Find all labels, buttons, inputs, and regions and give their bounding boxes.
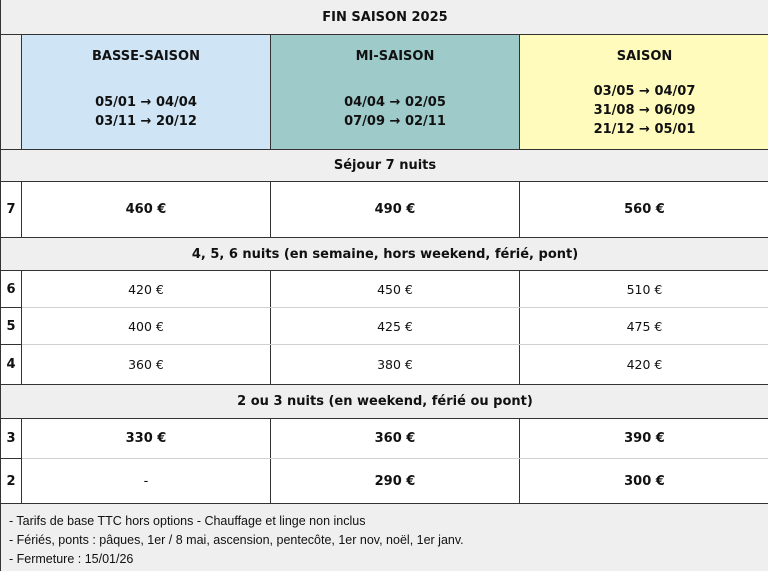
price-cell: 510 € [626,281,663,297]
price-cell: 390 € [624,431,665,446]
price-cell: 560 € [624,202,665,217]
section-header: 2 ou 3 nuits (en weekend, férié ou pont) [1,385,768,419]
footnote: - Fériés, ponts : pâques, 1er / 8 mai, ascension, pentecôte, 1er nov, noël, 1er janv. [9,533,464,547]
nights-count: 3 [1,419,22,459]
nights-count: 2 [1,459,22,503]
price-cell: 490 € [271,182,520,237]
season-name: MI-SAISON [355,49,435,64]
price-cell: - [22,459,271,503]
footnotes [1,504,768,571]
footnote: - Tarifs de base TTC hors options - Chauffage et linge non inclus [9,514,366,528]
price-cell: 425 € [271,308,520,344]
nights-count: 7 [1,182,22,237]
price-cell: 360 € [271,419,520,458]
date-range: 05/01 → 04/04 [95,95,197,110]
price-cell: 300 € [624,473,665,489]
price-cell: 400 € [22,308,271,344]
price-cell: 420 € [22,271,271,307]
price-cell: 360 € [22,345,271,384]
season-dates [344,93,446,131]
date-range: 03/11 → 20/12 [95,114,197,129]
season-name: BASSE-SAISON [92,49,200,64]
price-cell: 380 € [271,345,520,384]
price-cell: 475 € [626,318,663,334]
date-range: 31/08 → 06/09 [593,103,696,118]
nights-count: 6 [1,271,22,308]
season-low [22,35,271,149]
season-header-row [1,35,768,150]
table-row [1,459,768,504]
table-row [1,345,768,385]
footnote: - Fermeture : 15/01/26 [9,552,134,566]
table-row [1,182,768,238]
table-row [1,271,768,308]
season-name: SAISON [616,49,673,64]
price-cell: 450 € [271,271,520,307]
date-range: 04/04 → 02/05 [344,95,446,110]
price-cell: 420 € [626,357,663,372]
header-corner [1,35,22,149]
date-range: 07/09 → 02/11 [344,114,446,129]
price-cell: 460 € [22,182,271,237]
section-header: Séjour 7 nuits [1,150,768,182]
table-row [1,419,768,459]
table-title: FIN SAISON 2025 [1,0,768,35]
season-dates [594,82,696,139]
nights-count: 5 [1,308,22,345]
price-cell: 290 € [271,459,520,503]
date-range: 21/12 → 05/01 [593,122,696,137]
season-mid [271,35,520,149]
season-high [520,35,768,149]
date-range: 03/05 → 04/07 [593,84,696,99]
section-header: 4, 5, 6 nuits (en semaine, hors weekend, férié, pont) [1,238,768,271]
price-cell: 330 € [22,419,271,458]
season-dates [95,93,197,131]
nights-count: 4 [1,345,22,384]
table-row [1,308,768,345]
